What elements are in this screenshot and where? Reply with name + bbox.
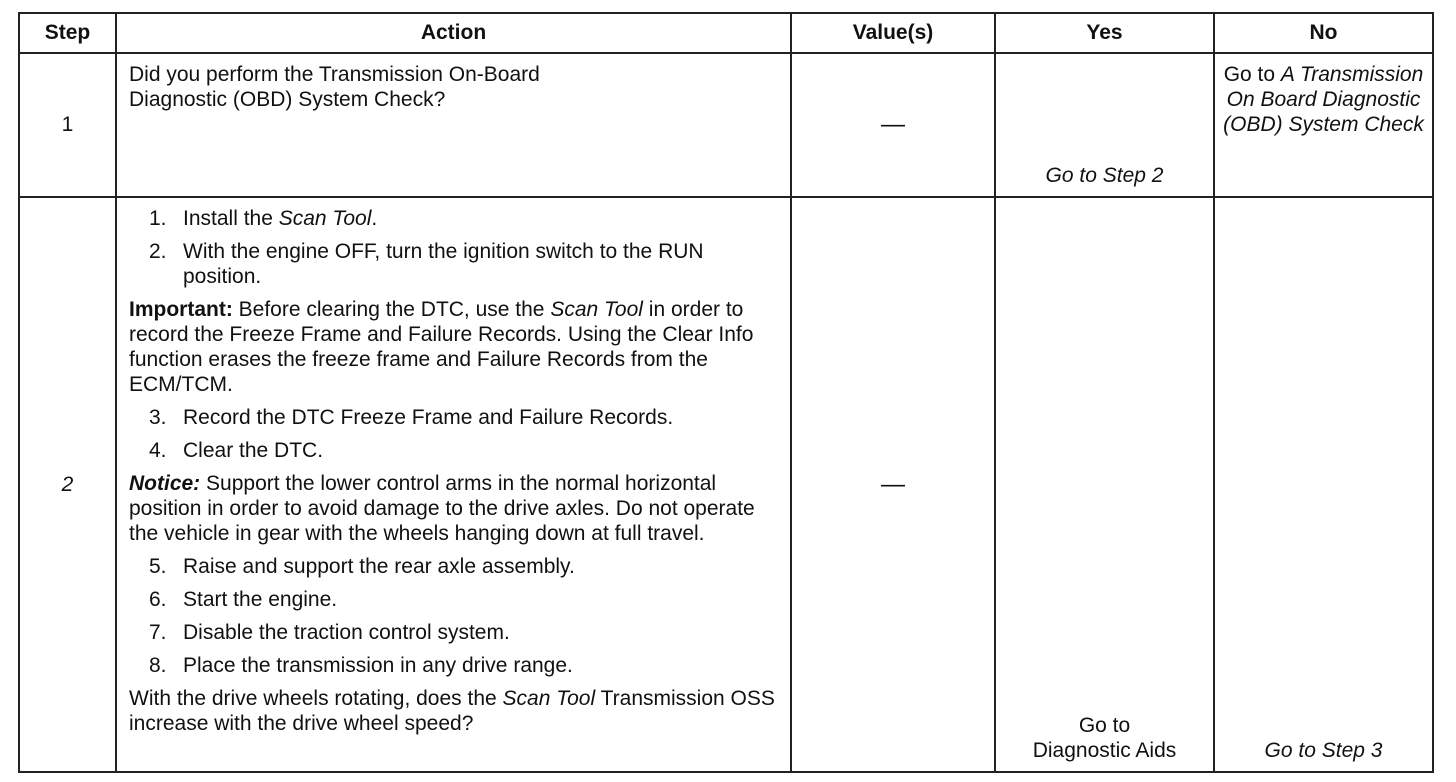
goto-step-2-link[interactable]: Go to Step 2 <box>1045 164 1164 187</box>
value-cell: — <box>791 197 995 772</box>
action-cell <box>116 53 791 197</box>
table-row-step-1 <box>19 53 1433 197</box>
goto-prefix: Go to <box>1078 714 1131 737</box>
diagnostic-aids-link[interactable]: Diagnostic Aids <box>1032 739 1177 762</box>
action-cell <box>116 197 791 772</box>
value-cell: — <box>791 53 995 197</box>
list-item: 6. Start the engine. <box>149 588 338 611</box>
header-step: Step <box>19 13 116 53</box>
steps-list-c <box>129 554 776 678</box>
header-no: No <box>1214 13 1433 53</box>
header-yes: Yes <box>995 13 1214 53</box>
yes-cell <box>995 197 1214 772</box>
list-item: 2. With the engine OFF, turn the ignition switch to the RUN position. <box>149 240 704 288</box>
obd-system-check-link[interactable]: A Transmission On Board Diagnostic (OBD) System Check <box>1223 63 1424 136</box>
header-row <box>19 13 1433 53</box>
step-number: 2 <box>19 197 116 772</box>
step-number: 1 <box>19 53 116 197</box>
no-cell <box>1214 197 1433 772</box>
header-action: Action <box>116 13 791 53</box>
notice-note: Notice: Support the lower control arms in the normal horizontal position in order to avoid damage to the drive axles. Do not operate the vehicle in gear with the wheels hanging down at full travel. <box>129 472 755 545</box>
goto-step-3-link[interactable]: Go to Step 3 <box>1264 739 1383 762</box>
steps-list-a <box>129 206 776 289</box>
diagnostic-table <box>18 12 1434 773</box>
list-item: 1. Install the Scan Tool. <box>149 207 378 230</box>
header-values: Value(s) <box>791 13 995 53</box>
important-note: Important: Before clearing the DTC, use the Scan Tool in order to record the Freeze Frame and Failure Records. Using the Clear Info function erases the freeze frame and Failure Records from the ECM/TCM. <box>129 298 754 396</box>
goto-prefix: Go to <box>1223 63 1276 86</box>
list-item: 5. Raise and support the rear axle assembly. <box>149 555 575 578</box>
action-question: Did you perform the Transmission On-Board Diagnostic (OBD) System Check? <box>129 63 540 111</box>
list-item: 3. Record the DTC Freeze Frame and Failure Records. <box>149 406 674 429</box>
yes-cell <box>995 53 1214 197</box>
list-item: 4. Clear the DTC. <box>149 439 324 462</box>
list-item: 7. Disable the traction control system. <box>149 621 510 644</box>
action-question: With the drive wheels rotating, does the Scan Tool Transmission OSS increase with the drive wheel speed? <box>129 687 775 735</box>
table-row-step-2 <box>19 197 1433 772</box>
no-cell <box>1214 53 1433 197</box>
steps-list-b <box>129 405 776 463</box>
list-item: 8. Place the transmission in any drive range. <box>149 654 573 677</box>
